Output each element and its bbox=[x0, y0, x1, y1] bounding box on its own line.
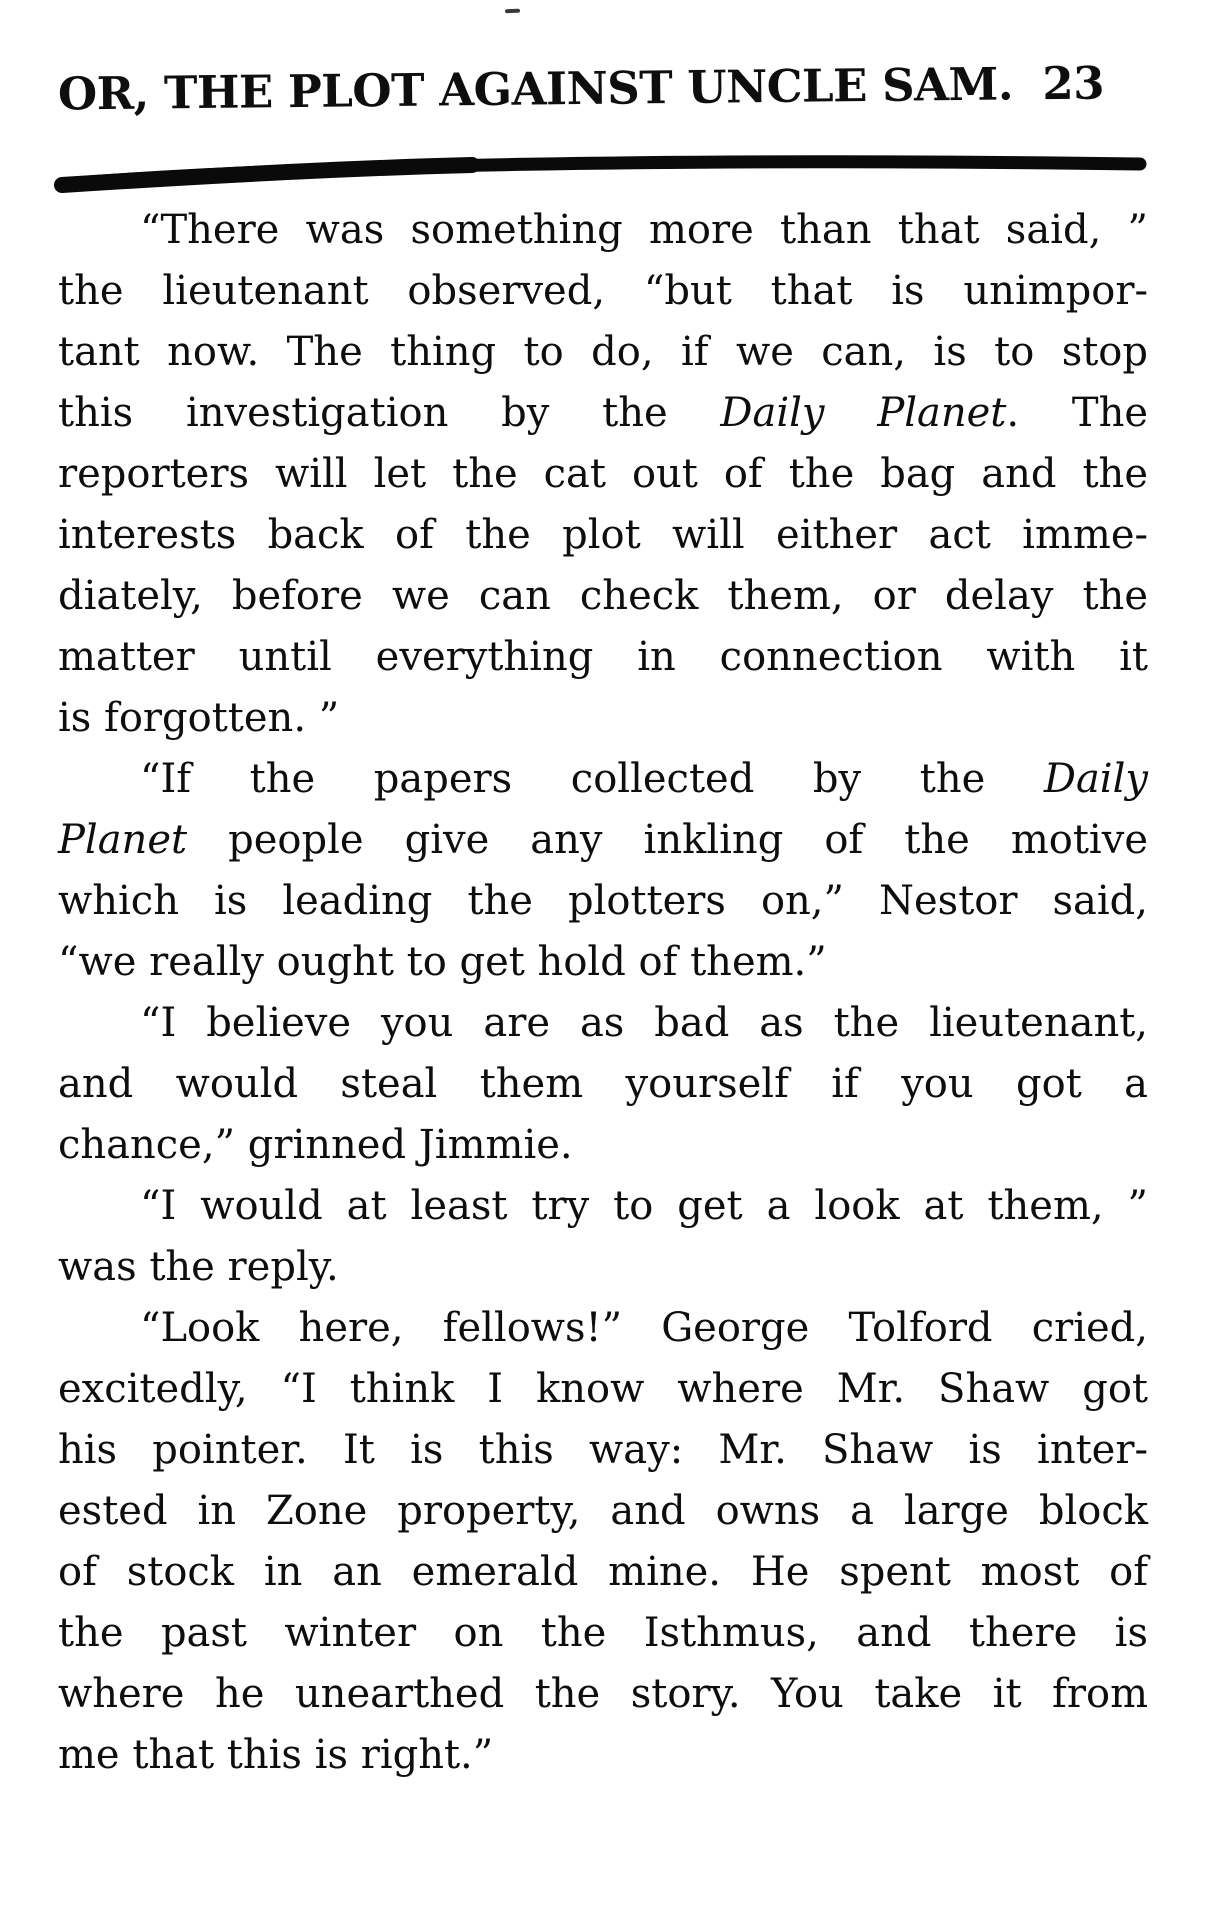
text-segment: is forgotten. ” bbox=[58, 695, 340, 741]
text-line bbox=[58, 1542, 1148, 1603]
scan-artifact-dash bbox=[505, 9, 520, 14]
text-segment: this investigation by the bbox=[58, 390, 721, 436]
text-line bbox=[58, 1298, 1148, 1359]
text-segment: matter until everything in connection with it bbox=[58, 634, 1148, 680]
text-segment: “If the papers collected by the bbox=[140, 756, 1044, 802]
running-title: OR, THE PLOT AGAINST UNCLE SAM. bbox=[57, 57, 1014, 121]
text-segment: “we really ought to get hold of them.” bbox=[58, 939, 827, 985]
text-line bbox=[58, 1237, 1148, 1298]
text-line bbox=[58, 261, 1148, 322]
text-line bbox=[58, 1054, 1148, 1115]
text-segment: where he unearthed the story. You take it from bbox=[58, 1671, 1148, 1717]
text-line bbox=[58, 1481, 1148, 1542]
page-header bbox=[58, 57, 1105, 122]
text-line bbox=[58, 871, 1148, 932]
italic-text-segment: Daily bbox=[1043, 756, 1148, 802]
text-segment: which is leading the plotters on,” Nestor said, bbox=[58, 878, 1148, 924]
text-segment: and would steal them yourself if you got a bbox=[58, 1061, 1148, 1107]
page-body bbox=[58, 200, 1148, 1786]
text-segment: “I would at least try to get a look at them, ” bbox=[140, 1183, 1148, 1229]
text-line bbox=[58, 810, 1148, 871]
text-line bbox=[58, 932, 1148, 993]
text-line bbox=[58, 1725, 1148, 1786]
text-segment: ested in Zone property, and owns a large block bbox=[58, 1488, 1148, 1534]
text-line bbox=[58, 1176, 1148, 1237]
text-segment: his pointer. It is this way: Mr. Shaw is inter- bbox=[58, 1427, 1148, 1473]
italic-text-segment: Planet bbox=[58, 817, 188, 863]
text-segment: interests back of the plot will either act imme- bbox=[58, 512, 1148, 558]
page-number: 23 bbox=[1042, 56, 1105, 111]
text-line bbox=[58, 505, 1148, 566]
text-line bbox=[58, 1664, 1148, 1725]
text-line bbox=[58, 1603, 1148, 1664]
text-line bbox=[58, 1115, 1148, 1176]
text-line bbox=[58, 688, 1148, 749]
text-line bbox=[58, 993, 1148, 1054]
text-line bbox=[58, 322, 1148, 383]
header-rule bbox=[52, 148, 1152, 194]
text-line bbox=[58, 627, 1148, 688]
italic-text-segment: Daily Planet bbox=[720, 390, 1007, 436]
text-segment: . The bbox=[1006, 390, 1149, 436]
text-segment: the lieutenant observed, “but that is unimpor- bbox=[58, 268, 1148, 314]
text-segment: “Look here, fellows!” George Tolford cried, bbox=[140, 1305, 1148, 1351]
text-line bbox=[58, 566, 1148, 627]
text-line bbox=[58, 200, 1148, 261]
text-segment: of stock in an emerald mine. He spent most of bbox=[58, 1549, 1148, 1595]
text-segment: chance,” grinned Jimmie. bbox=[58, 1122, 573, 1168]
text-line bbox=[58, 1359, 1148, 1420]
text-line bbox=[58, 383, 1148, 444]
text-segment: excitedly, “I think I know where Mr. Shaw got bbox=[58, 1366, 1148, 1412]
header-rule-stroke bbox=[52, 148, 1152, 194]
text-segment: “There was something more than that said, ” bbox=[140, 207, 1148, 253]
text-segment: diately, before we can check them, or delay the bbox=[58, 573, 1148, 619]
text-segment: tant now. The thing to do, if we can, is to stop bbox=[58, 329, 1148, 375]
text-segment: was the reply. bbox=[58, 1244, 339, 1290]
text-segment: me that this is right.” bbox=[58, 1732, 494, 1778]
text-line bbox=[58, 444, 1148, 505]
text-segment: “I believe you are as bad as the lieutenant, bbox=[140, 1000, 1148, 1046]
text-segment: the past winter on the Isthmus, and there is bbox=[58, 1610, 1148, 1656]
text-line bbox=[58, 749, 1148, 810]
text-line bbox=[58, 1420, 1148, 1481]
text-segment: reporters will let the cat out of the bag and the bbox=[58, 451, 1148, 497]
text-segment: people give any inkling of the motive bbox=[187, 817, 1148, 863]
